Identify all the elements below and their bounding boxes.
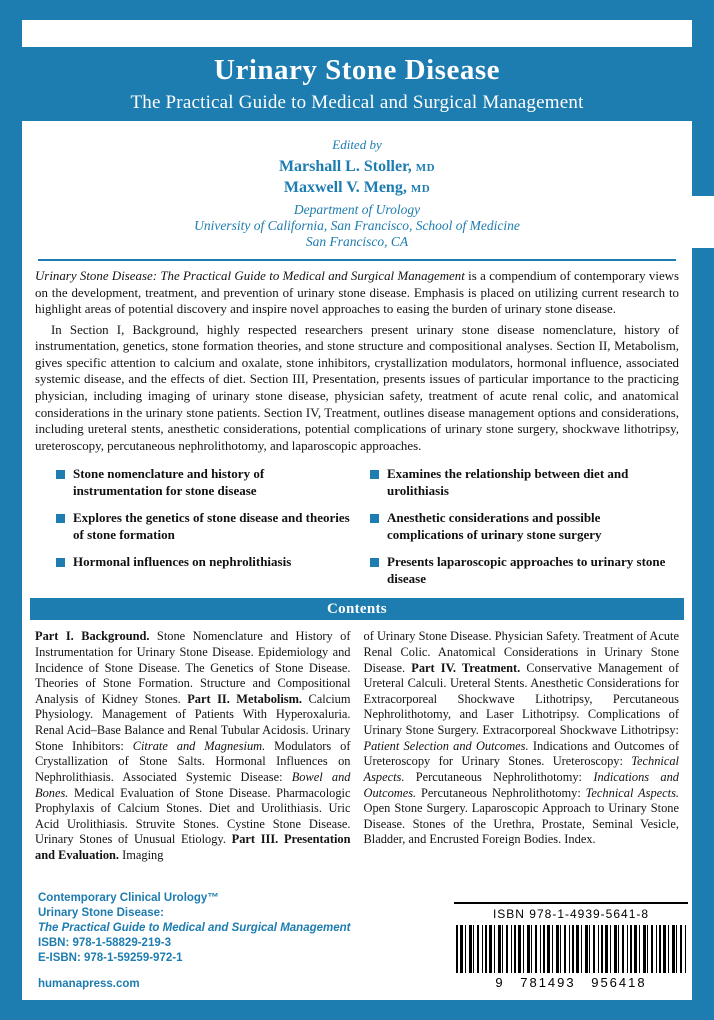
editor-name [22, 157, 692, 178]
highlight-text: Presents laparoscopic approaches to urinary stone disease [387, 554, 666, 586]
highlight-item [370, 466, 666, 499]
highlights-list [56, 466, 666, 587]
highlight-item [56, 554, 352, 587]
highlight-item [370, 554, 666, 587]
editor-degree: MD [415, 162, 436, 174]
highlight-text: Hormonal influences on nephrolithiasis [73, 554, 292, 570]
barcode-isbn-text: ISBN 978-1-4939-5641-8 [492, 907, 650, 921]
footer-book-title: Urinary Stone Disease: [38, 907, 164, 919]
series-name: Contemporary Clinical Urology™ [38, 892, 219, 904]
book-subtitle: The Practical Guide to Medical and Surgical Management [130, 92, 584, 113]
affiliation-block [22, 202, 692, 250]
book-title: Urinary Stone Disease [214, 54, 500, 86]
highlight-item [370, 510, 666, 543]
description-text: is a compendium of contemporary views on the development, treatment, and prevention of urinary stone disease. Emphasis is placed on utilizing current research to highlight areas of potential discovery and inspire novel approaches to easing the burden of urinary stone disease. [35, 269, 680, 317]
footer [38, 891, 688, 992]
affiliation-line: University of California, San Francisco, School of Medicine [194, 218, 520, 233]
highlight-text: Explores the genetics of stone disease and theories of stone formation [73, 510, 350, 542]
square-bullet-icon [56, 470, 65, 479]
barcode-digits: 9 781493 956418 [495, 975, 647, 990]
imprint-block [38, 891, 351, 992]
cover-page [22, 20, 692, 1000]
square-bullet-icon [370, 558, 379, 567]
contents-text [35, 629, 679, 863]
barcode-bars [456, 925, 686, 973]
editor-degree: MD [410, 183, 431, 195]
barcode-box [454, 902, 688, 992]
contents-title: Contents [327, 600, 387, 617]
description-paragraph-2: In Section I, Background, highly respected researchers present urinary stone disease nomenclature, history of instrumentation, genetics, stone formation theories, and stone structure and compositional analyses. Section II, Metabolism, gives specific attention to calcium and oxalate, stone inhibitors, crystallization modulators, hormonal influence, associated systemic disease, and the effects of diet. Section III, Presentation, presents issues of particular importance to the practicing physician, including imaging of urinary stone disease, physician safety, treatment of acute renal colic, and anatomical considerations in the urinary stone patients. Section IV, Treatment, outlines disease management options and considerations, including ureteral stents, anesthetic considerations, potential complications of urinary stone surgery, shockwave lithotripsy, ureteroscopy, percutaneous nephrolithotomy, and laparoscopic approaches. [35, 322, 679, 453]
spine-notch [692, 196, 714, 248]
contents-column-right: of Urinary Stone Disease. Physician Safety. Treatment of Acute Renal Colic. Anatomical Considerations in Urinary Stone Disease. Part IV. Treatment. Conservative Management of Ureteral Calculi. Ureteral Stents. Anesthetic Considerations for Extracorporeal Shockwave Lithotripsy, Percutaneous Nephrolithotomy, and Laser Lithotripsy. Complications of Urinary Stone Surgery. Extracorporeal Shockwave Lithotripsy: Patient Selection and Outcomes. Indications and Outcomes of Ureteroscopy for Urinary Stones. Ureteroscopy: Technical Aspects. Percutaneous Nephrolithotomy: Indications and Outcomes. Percutaneous Nephrolithotomy: Technical Aspects. Open Stone Surgery. Laparoscopic Approach to Urinary Stone Disease. Stones of the Urethra, Prostate, Seminal Vesicle, Bladder, and Encrusted Foreign Bodies. Index. [363, 629, 680, 847]
footer-book-subtitle: The Practical Guide to Medical and Surgical Management [38, 922, 351, 934]
edited-by-label: Edited by [332, 137, 382, 152]
highlight-text: Examines the relationship between diet and urolithiasis [387, 466, 629, 498]
affiliation-line: San Francisco, CA [305, 234, 409, 249]
inline-book-title: Urinary Stone Disease: The Practical Guide to Medical and Surgical Management [35, 269, 465, 283]
editor-name-text: Maxwell V. Meng, [283, 179, 407, 196]
highlight-text: Anesthetic considerations and possible complications of urinary stone surgery [387, 510, 602, 542]
contents-header-band [30, 598, 684, 620]
highlight-item [56, 510, 352, 543]
editor-names [22, 157, 692, 199]
square-bullet-icon [370, 514, 379, 523]
highlight-item [56, 466, 352, 499]
square-bullet-icon [56, 558, 65, 567]
divider-rule [38, 259, 676, 261]
editor-name [22, 178, 692, 199]
title-band [22, 47, 692, 121]
affiliation-line: Department of Urology [293, 202, 421, 217]
highlight-text: Stone nomenclature and history of instrumentation for stone disease [73, 466, 265, 498]
eisbn-line: E-ISBN: 978-1-59259-972-1 [38, 952, 183, 964]
square-bullet-icon [370, 470, 379, 479]
description-paragraph-1 [35, 268, 679, 318]
contents-column-left: Part I. Background. Stone Nomenclature and History of Instrumentation for Urinary Stone Disease. Epidemiology and Incidence of Stone Disease. The Genetics of Stone Disease. Theories of Stone Formation. Structure and Compositional Analysis of Kidney Stones. Part II. Metabolism. Calcium Physiology. Management of Patients With Hyperoxaluria. Renal Acid–Base Balance and Renal Tubular Acidosis. Urinary Stone Inhibitors: Citrate and Magnesium. Modulators of Crystallization of Stone Salts. Hormonal Influences on Nephrolithiasis. Associated Systemic Disease: Bowel and Bones. Medical Evaluation of Stone Disease. Pharmacologic Prophylaxis of Calcium Stones. Diet and Urolithiasis. Uric Acid Urolithiasis. Struvite Stones. Cystine Stone Disease. Urinary Stones of Unusual Etiology. Part III. Presentation and Evaluation. Imaging [35, 629, 351, 863]
editor-name-text: Marshall L. Stoller, [278, 158, 412, 175]
publisher-website: humanapress.com [38, 978, 140, 990]
isbn-line: ISBN: 978-1-58829-219-3 [38, 937, 171, 949]
square-bullet-icon [56, 514, 65, 523]
